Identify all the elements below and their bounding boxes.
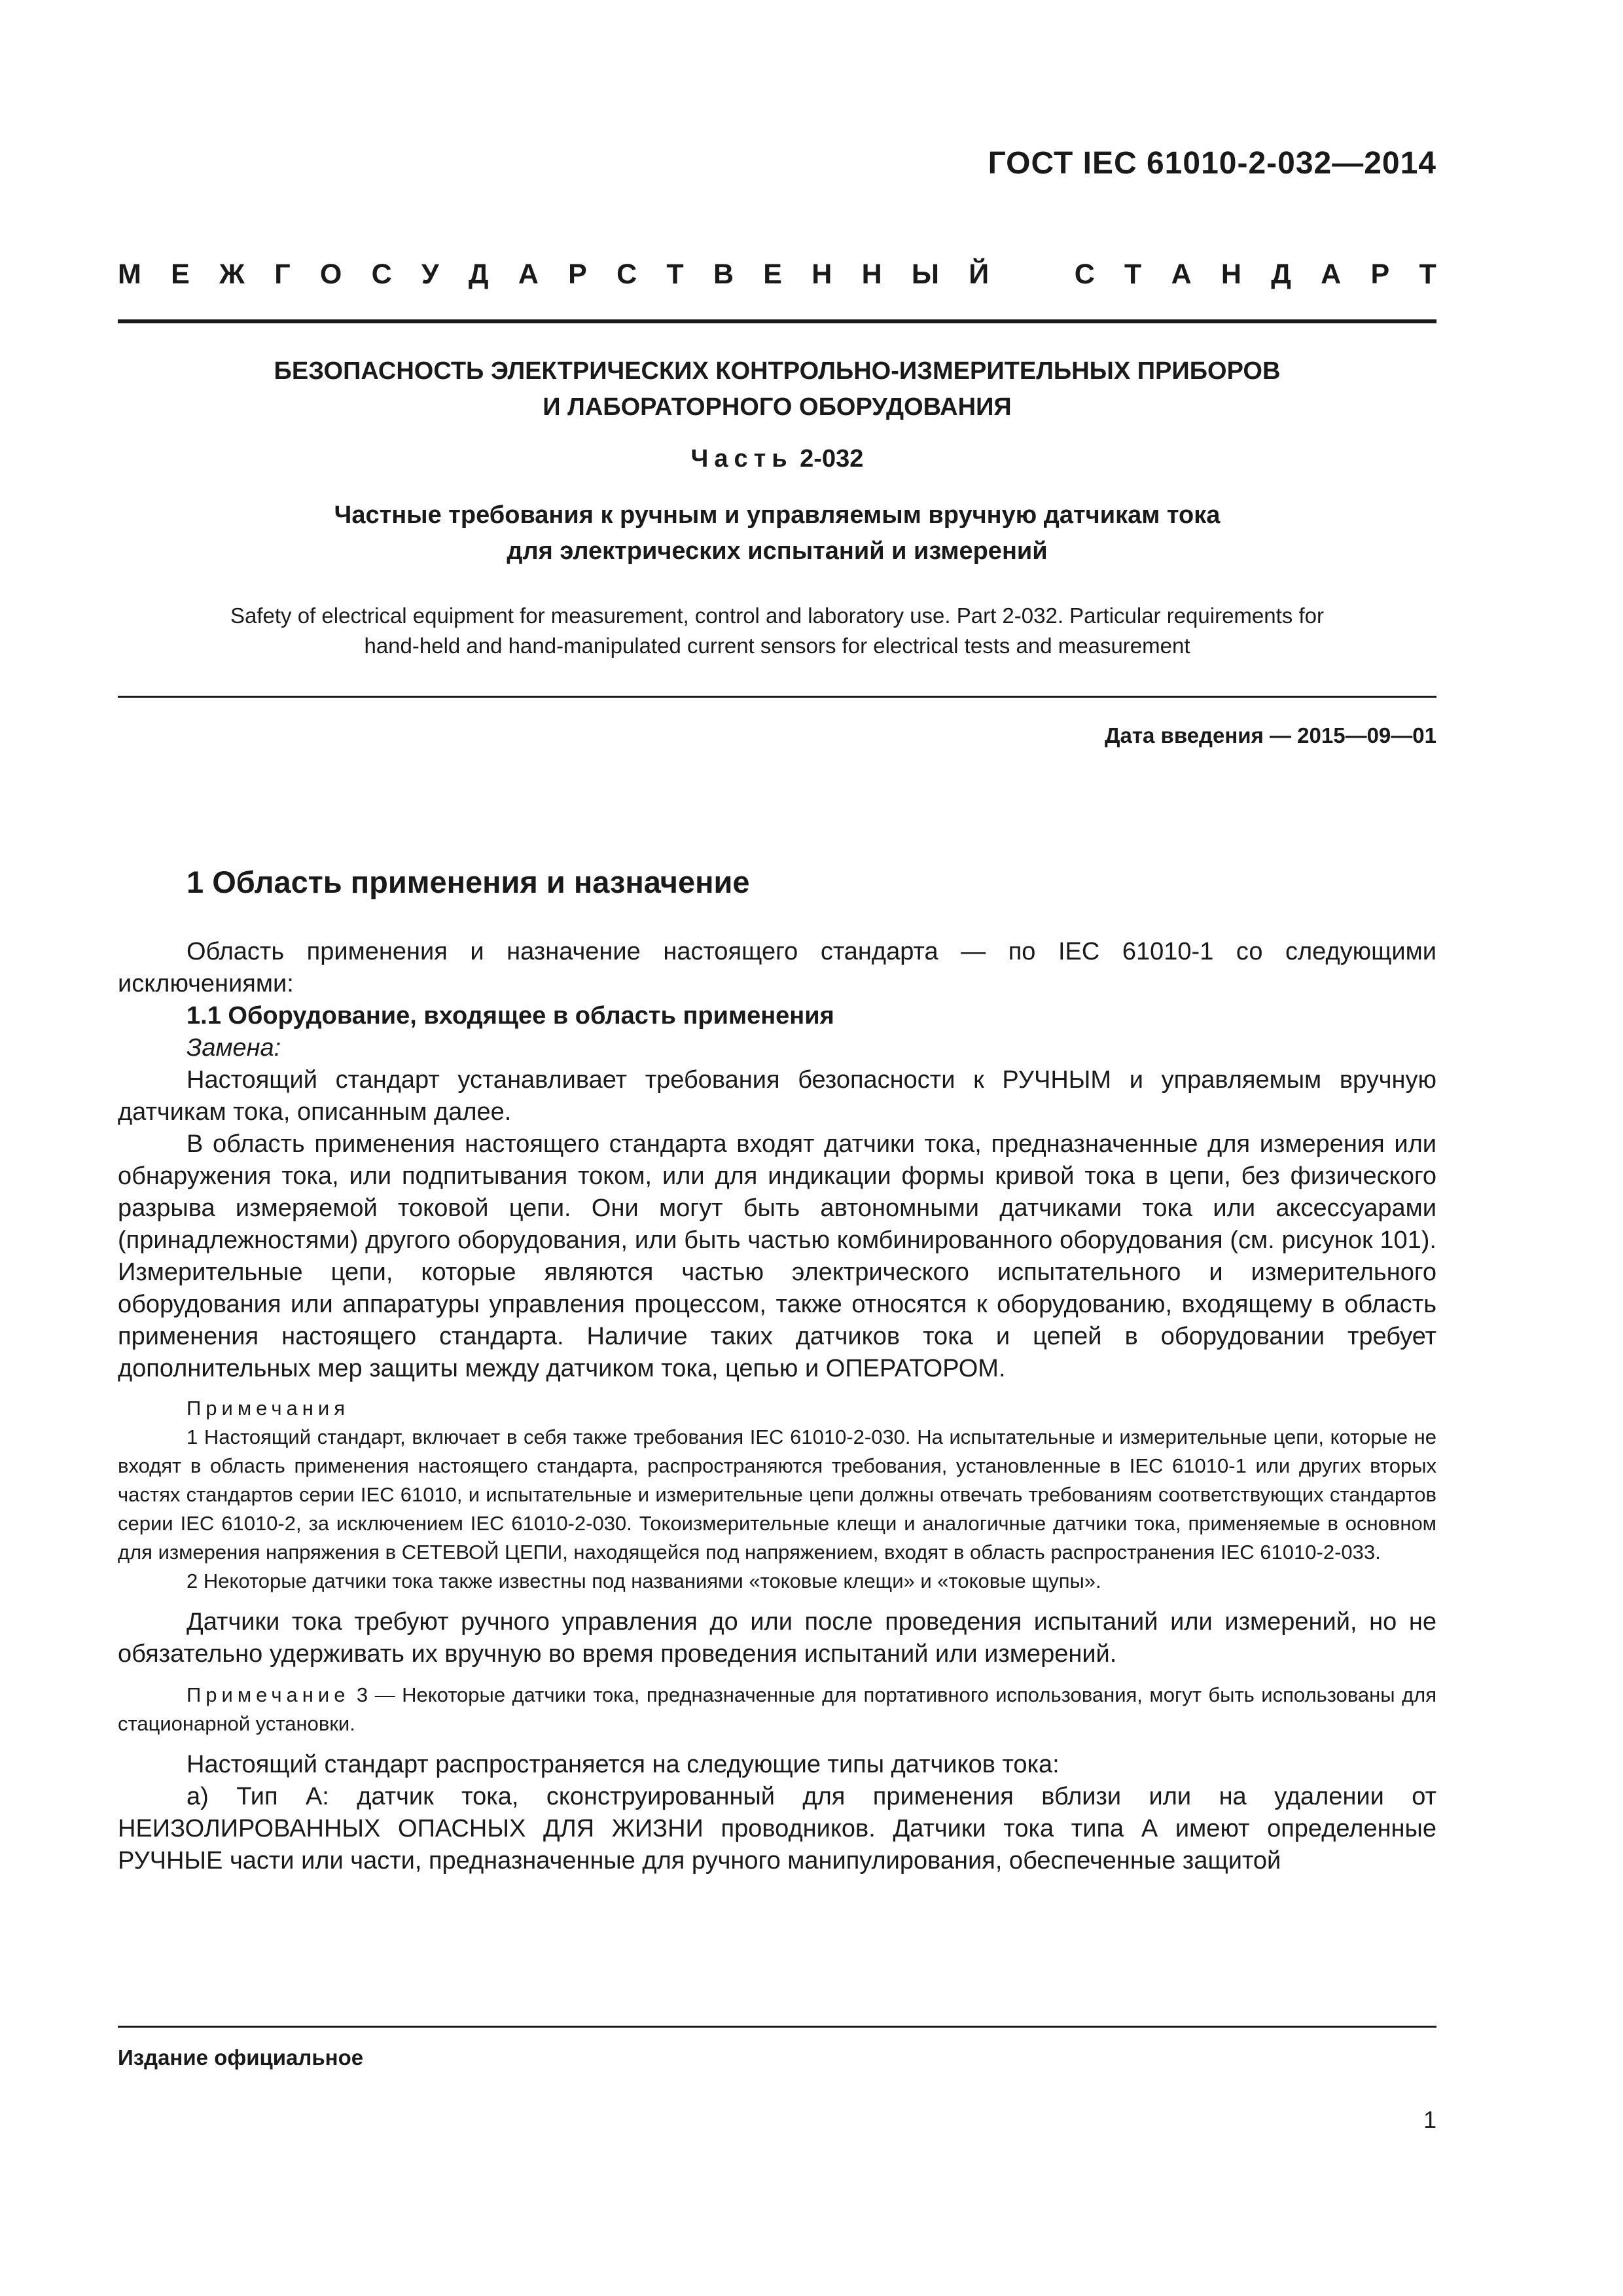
english-title-line-2: hand-held and hand-manipulated current sensors for electrical tests and measurement [364,634,1190,658]
paragraph: a) Тип А: датчик тока, сконструированный для применения вблизи или на удалении от НЕИЗОЛИРОВАННЫХ ОПАСНЫХ ДЛЯ ЖИЗНИ проводников. Датчики тока типа А имеют определенные РУЧНЫЕ части или части, предназначенные для ручного манипулирования, обеспеченные защитой [118,1783,1436,1874]
paragraph: Область применения и назначение настоящего стандарта — по IEC 61010-1 со следующими исключениями: [118,938,1436,997]
effective-date: Дата введения — 2015—09—01 [1105,723,1436,747]
standard-designation: ГОСТ IEC 61010-2-032—2014 [988,146,1436,181]
heading-letter: Е [171,259,190,290]
heading-letter: Ы [911,259,940,290]
paragraph: Настоящий стандарт распространяется на следующие типы датчиков тока: [187,1751,1060,1778]
english-title [118,601,1436,661]
heading-letter: А [518,259,539,290]
heading-letter: С [616,259,637,290]
heading-letter: У [421,259,439,290]
heading-letter: Т [1124,259,1142,290]
subtitle-line-2: для электрических испытаний и измерений [507,537,1048,565]
heading-letter: Т [1419,259,1436,290]
heading-letter: Р [568,259,587,290]
heading-letter: Н [1221,259,1241,290]
body-text [118,936,1436,1877]
replacement-label: Замена: [187,1034,281,1062]
note-label: Примечание [187,1683,350,1706]
heading-letter: В [713,259,734,290]
heading-letter: Д [1271,259,1291,290]
heading-letter: Д [468,259,489,290]
interstate-standard-heading [118,259,1436,291]
document-page [118,0,1436,2296]
paragraph: Настоящий стандарт устанавливает требования безопасности к РУЧНЫМ и управляемым вручную датчикам тока, описанным далее. [118,1066,1436,1126]
heading-letter: Е [763,259,782,290]
notes-heading: Примечания [187,1397,349,1420]
paragraph: Датчики тока требуют ручного управления до или после проведения испытаний или измерений, но не обязательно удерживать их вручную во время проведения испытаний или измерений. [118,1608,1436,1668]
heading-letter: Ж [219,259,245,290]
heading-letter: Г [274,259,291,290]
header-rule [118,319,1436,323]
subsection-heading: 1.1 Оборудование, входящее в область применения [187,1002,834,1030]
document-subtitle [118,497,1436,569]
heading-letter: Т [666,259,684,290]
note: 1 Настоящий стандарт, включает в себя также требования IEC 61010-2-030. На испытательные и измерительные цепи, которые не входят в область применения настоящего стандарта, распространяются требования, установленные в IEC 61010-1 или других вторых частях стандартов серии IEC 61010, и испытательные и измерительные цепи должны отвечать требованиям соответствующих стандартов серии IEC 61010-2, за исключением IEC 61010-2-030. Токоизмерительные клещи и аналогичные датчики тока, применяемые в основном для измерения напряжения в СЕТЕВОЙ ЦЕПИ, находящейся под напряжением, входят в область распространения IEC 61010-2-033. [118,1426,1436,1564]
note: 2 Некоторые датчики тока также известны под названиями «токовые клещи» и «токовые щупы». [187,1570,1101,1592]
part-word: Часть [690,445,793,473]
heading-letter: Й [969,259,990,290]
paragraph: В область применения настоящего стандарта входят датчики тока, предназначенные для измерения или обнаружения тока, или подпитывания током, или для индикации формы кривой тока в цепи, без физического разрыва измеряемой токовой цепи. Они могут быть автономными датчиками тока или аксессуарами (принадлежностями) другого оборудования, или быть частью комбинированного оборудования (см. рисунок 101). Измерительные цепи, которые являются частью электрического испытательного и измерительного оборудования или аппаратуры управления процессом, также относятся к оборудованию, входящему в область применения настоящего стандарта. Наличие таких датчиков тока и цепей в оборудовании требует дополнительных мер защиты между датчиком тока, цепью и ОПЕРАТОРОМ. [118,1130,1436,1382]
section-heading: 1 Область применения и назначение [187,865,750,899]
document-title [118,353,1436,425]
footer-rule [118,2026,1436,2028]
subtitle-line-1: Частные требования к ручным и управляемым вручную датчикам тока [334,501,1221,529]
english-title-line-1: Safety of electrical equipment for measurement, control and laboratory use. Part 2-032. Particular requirements for [230,603,1324,628]
heading-letter: А [1321,259,1342,290]
page-number: 1 [1423,2106,1436,2133]
heading-letter: Н [812,259,832,290]
note [118,1681,1436,1738]
heading-letter: А [1171,259,1192,290]
heading-letter: О [319,259,342,290]
heading-letter: С [371,259,392,290]
note-text: 3 — Некоторые датчики тока, предназначенные для портативного использования, могут быть использованы для стационарной установки. [118,1683,1436,1735]
title-line-2: И ЛАБОРАТОРНОГО ОБОРУДОВАНИЯ [543,393,1012,421]
heading-letter: Н [861,259,882,290]
part-number: 2-032 [800,445,864,473]
heading-letter: М [118,259,141,290]
title-rule [118,696,1436,698]
heading-letter: Р [1370,259,1390,290]
title-line-1: БЕЗОПАСНОСТЬ ЭЛЕКТРИЧЕСКИХ КОНТРОЛЬНО-ИЗМЕРИТЕЛЬНЫХ ПРИБОРОВ [274,357,1281,385]
heading-letter: С [1074,259,1095,290]
word-gap [1018,259,1044,291]
part-label [118,445,1436,473]
official-edition-label: Издание официальное [118,2045,364,2070]
